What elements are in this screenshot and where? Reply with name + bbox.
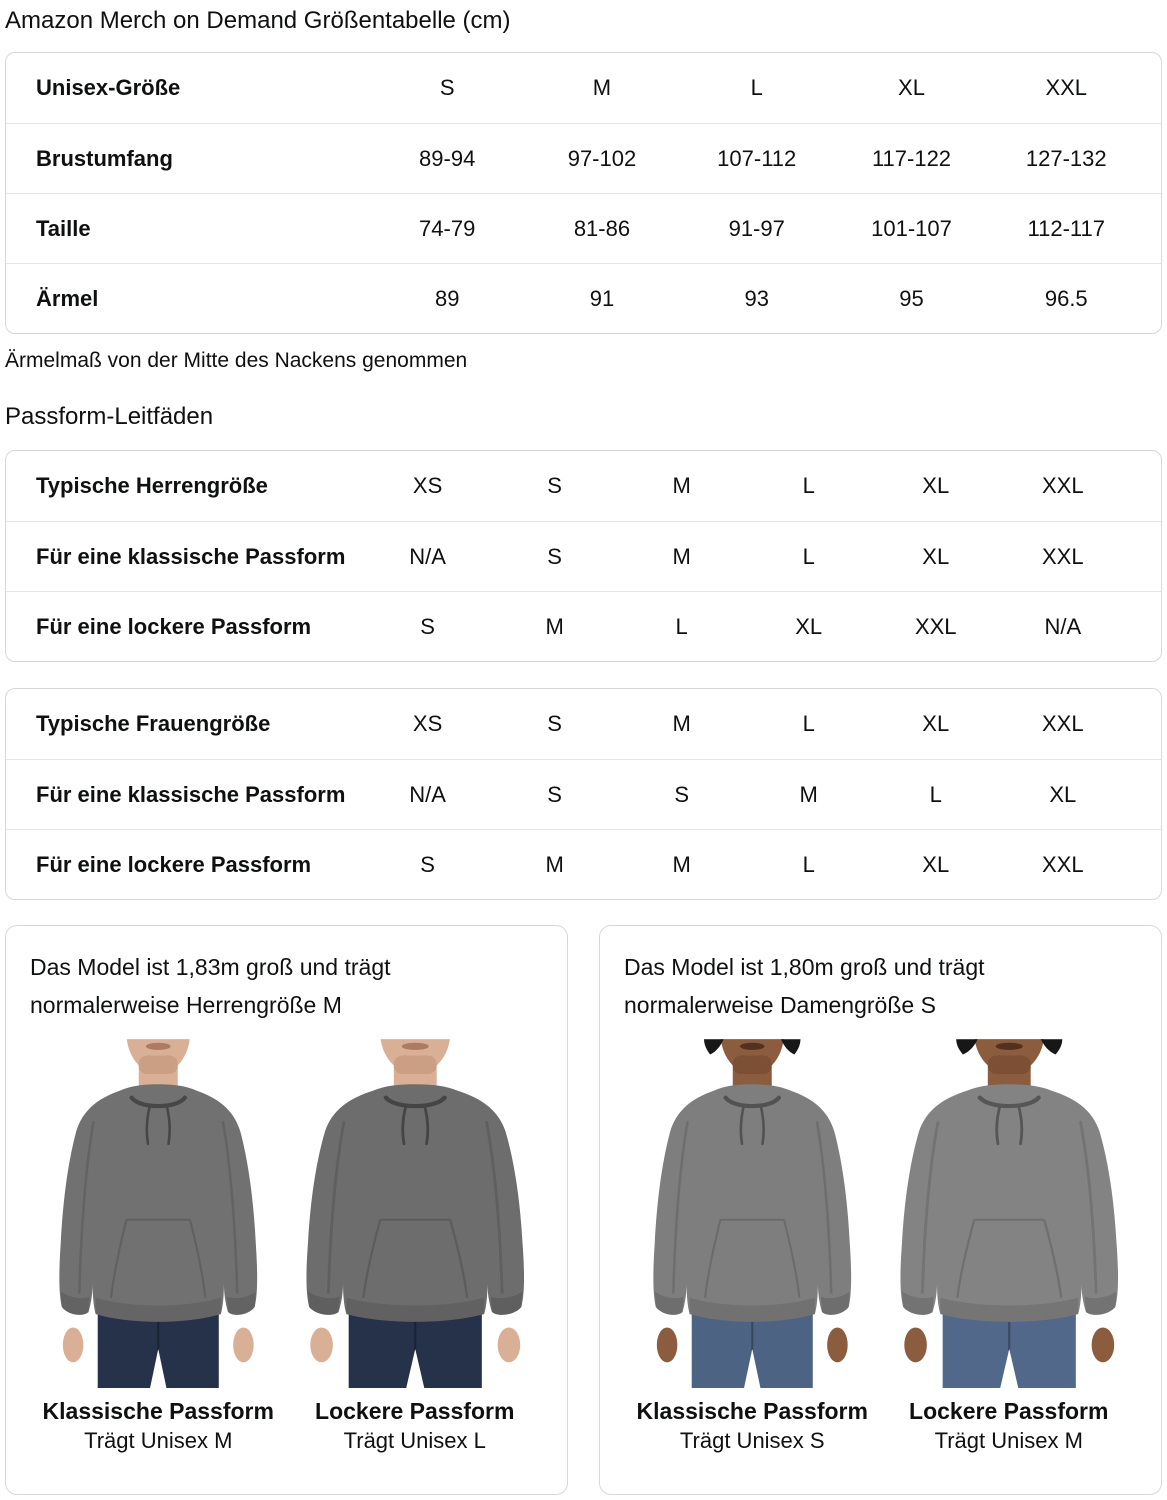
fit-caption: Lockere Passform — [909, 1398, 1109, 1424]
value-cell: 117-122 — [871, 145, 952, 171]
value-cell: XXL — [1042, 711, 1084, 736]
hoodie-model-illustration — [868, 1038, 1150, 1388]
value-cell: XXL — [1042, 543, 1084, 569]
photo-caption — [315, 1396, 514, 1456]
model-photos — [30, 1038, 543, 1456]
value-cell: 101-107 — [871, 215, 952, 241]
value-cell: 89 — [434, 285, 460, 311]
value-cell: XS — [412, 711, 443, 736]
row-label: Ärmel — [36, 285, 99, 311]
fit-caption: Klassische Passform — [42, 1398, 274, 1424]
model-cards — [5, 925, 1162, 1495]
row-label: Für eine klassische Passform — [36, 543, 346, 569]
size-caption: Trägt Unisex M — [84, 1428, 233, 1453]
row-label: Für eine lockere Passform — [36, 613, 312, 639]
womens-fit-table — [5, 688, 1162, 900]
value-cell: S — [547, 473, 562, 498]
value-cell: 96.5 — [1044, 285, 1088, 311]
value-cell: 95 — [899, 285, 924, 311]
value-cell: 112-117 — [1027, 215, 1105, 241]
row-label: Typische Herrengröße — [36, 473, 268, 498]
header-cell: L — [750, 75, 763, 100]
table-row — [6, 263, 1161, 333]
model-photo — [881, 1038, 1138, 1456]
value-cell: 81-86 — [573, 215, 631, 241]
hoodie-model-illustration — [30, 1038, 287, 1388]
value-cell: M — [672, 851, 691, 877]
value-cell: L — [929, 781, 942, 807]
hoodie-model-illustration — [274, 1038, 556, 1388]
value-cell: N/A — [409, 543, 446, 569]
value-cell: M — [672, 543, 691, 569]
model-photos — [624, 1038, 1137, 1456]
value-cell: 91-97 — [728, 215, 785, 241]
table-row — [6, 451, 1161, 521]
value-cell: XXL — [914, 613, 957, 639]
value-cell: 127-132 — [1025, 145, 1107, 171]
table-row — [6, 123, 1161, 193]
table-row — [6, 591, 1161, 661]
row-label: Brustumfang — [36, 145, 173, 171]
header-cell: XXL — [1045, 75, 1088, 100]
size-caption: Trägt Unisex L — [343, 1428, 486, 1453]
row-label: Typische Frauengröße — [36, 711, 271, 736]
value-cell: N/A — [409, 781, 446, 807]
value-cell: S — [420, 613, 435, 639]
value-cell: XL — [922, 543, 950, 569]
table-row — [6, 829, 1161, 899]
value-cell: L — [802, 711, 815, 736]
fit-guide-title: Passform-Leitfäden — [5, 403, 214, 430]
value-cell: 91 — [589, 285, 615, 311]
value-cell: 107-112 — [717, 145, 797, 171]
photo-caption — [43, 1396, 274, 1456]
model-description: Das Model ist 1,80m groß und trägt normalerweise Damengröße S — [624, 954, 985, 1018]
value-cell: N/A — [1044, 613, 1082, 639]
model-card-men — [5, 925, 568, 1495]
value-cell: S — [547, 543, 562, 569]
row-label: Für eine klassische Passform — [36, 781, 346, 807]
table-row — [6, 759, 1161, 829]
size-table — [5, 52, 1162, 334]
value-cell: L — [802, 543, 815, 569]
sleeve-measure-footnote: Ärmelmaß von der Mitte des Nackens genommen — [5, 349, 468, 372]
value-cell: L — [675, 613, 688, 639]
fit-caption: Klassische Passform — [636, 1398, 868, 1424]
value-cell: XXL — [1042, 473, 1084, 498]
value-cell: L — [802, 473, 815, 498]
value-cell: S — [674, 781, 689, 807]
table-row — [6, 193, 1161, 263]
model-photo — [30, 1038, 287, 1456]
value-cell: M — [672, 473, 691, 498]
table-row — [6, 53, 1161, 123]
size-caption: Trägt Unisex S — [679, 1428, 825, 1453]
value-cell: XS — [412, 473, 443, 498]
value-cell: XL — [1049, 781, 1077, 807]
header-cell: S — [439, 75, 455, 100]
value-cell: XL — [922, 473, 950, 498]
model-card-women — [599, 925, 1162, 1495]
value-cell: XL — [922, 851, 950, 877]
value-cell: S — [420, 851, 435, 877]
model-description: Das Model ist 1,83m groß und trägt normalerweise Herrengröße M — [30, 954, 391, 1018]
value-cell: XXL — [1042, 851, 1084, 877]
model-photo — [624, 1038, 881, 1456]
value-cell: M — [545, 851, 564, 877]
model-photo — [287, 1038, 544, 1456]
header-cell: XL — [898, 75, 925, 100]
size-caption: Trägt Unisex M — [934, 1428, 1083, 1453]
header-cell: M — [592, 75, 612, 100]
page-title: Amazon Merch on Demand Größentabelle (cm) — [5, 7, 511, 34]
value-cell: 97-102 — [567, 145, 637, 171]
value-cell: M — [672, 711, 691, 736]
value-cell: M — [799, 781, 818, 807]
value-cell: 93 — [744, 285, 769, 311]
row-label: Unisex-Größe — [36, 75, 181, 100]
mens-fit-table — [5, 450, 1162, 662]
value-cell: L — [802, 851, 815, 877]
row-label: Taille — [36, 215, 91, 241]
value-cell: XL — [922, 711, 950, 736]
value-cell: S — [547, 711, 562, 736]
hoodie-model-illustration — [624, 1038, 881, 1388]
value-cell: XL — [795, 613, 823, 639]
value-cell: S — [547, 781, 562, 807]
row-label: Für eine lockere Passform — [36, 851, 312, 877]
table-row — [6, 689, 1161, 759]
value-cell: M — [545, 613, 564, 639]
value-cell: 89-94 — [419, 145, 476, 171]
table-row — [6, 521, 1161, 591]
fit-caption: Lockere Passform — [315, 1398, 515, 1424]
value-cell: 74-79 — [419, 215, 476, 241]
photo-caption — [909, 1396, 1108, 1456]
photo-caption — [637, 1396, 868, 1456]
